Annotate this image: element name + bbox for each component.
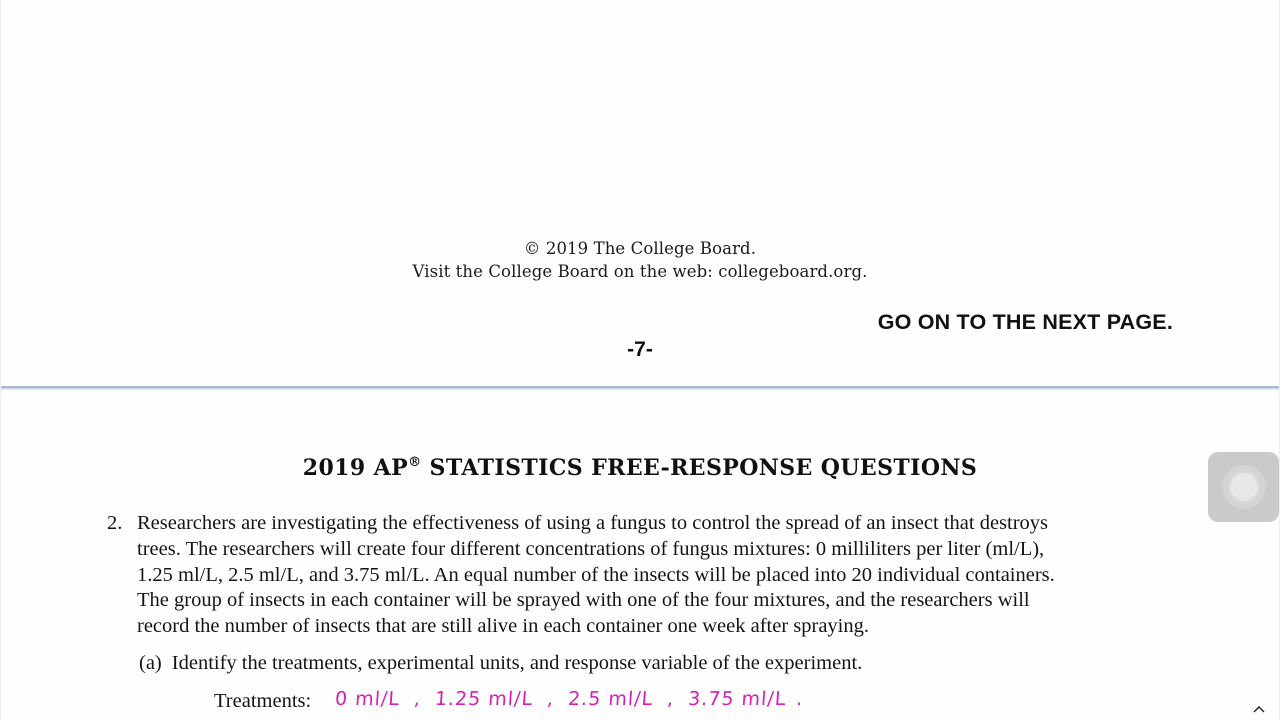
chevron-up-icon	[1253, 705, 1265, 713]
handwritten-separator: ,	[666, 688, 675, 710]
title-prefix: 2019 AP	[302, 455, 409, 481]
handwritten-item: 3.75 ml/L	[687, 688, 788, 710]
handwritten-item: 2.5 ml/L	[567, 688, 654, 710]
treatments-label: Treatments:	[214, 690, 312, 712]
copyright-text: © 2019 The College Board.	[523, 239, 757, 258]
question-line: The group of insects in each container will be sprayed with one of the four mixtures, and the researchers will	[137, 589, 1030, 612]
handwritten-separator: ,	[413, 688, 422, 710]
page-title	[1, 455, 1279, 481]
handwritten-answer	[334, 688, 804, 710]
circle-pen-icon	[1227, 470, 1261, 504]
question-number: 2.	[107, 512, 123, 534]
question-line: trees. The researchers will create four different concentrations of fungus mixtures: 0 milliliters per liter (ml/L),	[137, 537, 1045, 560]
part-a-text: Identify the treatments, experimental units, and response variable of the experiment.	[171, 652, 863, 674]
question-line: record the number of insects that are still alive in each container one week after spraying.	[137, 615, 870, 638]
registered-mark: ®	[408, 455, 422, 470]
pen-tool-button[interactable]	[1208, 452, 1279, 522]
handwritten-item: 0 ml/L	[334, 688, 401, 710]
question-line: Researchers are investigating the effectiveness of using a fungus to control the spread of an insect that destroys	[137, 512, 1049, 534]
handwritten-separator: ,	[546, 688, 555, 710]
handwritten-terminator: .	[795, 688, 805, 710]
website-text: Visit the College Board on the web: collegeboard.org.	[412, 262, 868, 281]
part-a-label: (a)	[139, 652, 162, 674]
next-page-notice: GO ON TO THE NEXT PAGE.	[877, 310, 1173, 334]
part-a-prompt	[139, 652, 862, 675]
question-line: 1.25 ml/L, 2.5 ml/L, and 3.75 ml/L. An equal number of the insects will be placed into 20 individual containers.	[137, 563, 1055, 586]
handwritten-item: 1.25 ml/L	[434, 688, 534, 710]
page-number: -7-	[627, 338, 653, 361]
page-7	[2, 0, 1278, 386]
scroll-up-button[interactable]	[1251, 703, 1267, 715]
title-suffix: STATISTICS FREE-RESPONSE QUESTIONS	[421, 455, 978, 481]
